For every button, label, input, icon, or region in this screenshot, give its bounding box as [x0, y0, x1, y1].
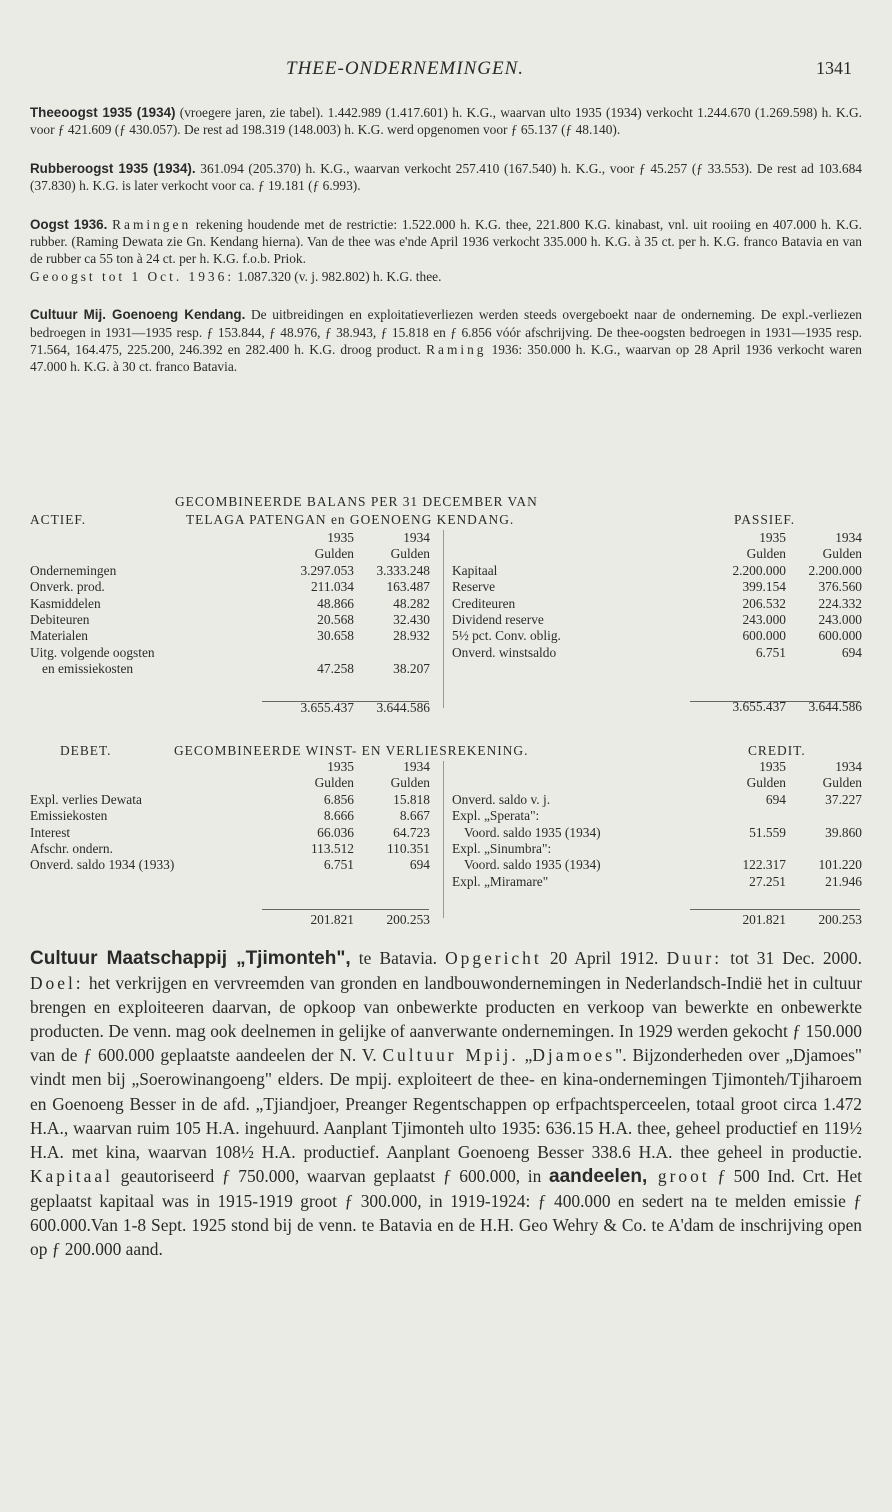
paragraph-head: Oogst 1936. — [30, 216, 108, 232]
value-1934: 2.200.000 — [808, 562, 862, 578]
small-text-block — [30, 104, 862, 376]
total-row — [450, 699, 864, 715]
value-1935 — [702, 808, 788, 824]
tjimonteh-article — [30, 946, 862, 1261]
balance-sheet — [0, 494, 892, 729]
table-row — [28, 841, 432, 857]
paragraph-theeoogst — [30, 104, 862, 139]
unit-header: Gulden — [390, 775, 430, 791]
value-1934: 163.487 — [386, 579, 430, 595]
value-1934 — [788, 808, 864, 824]
company-heading: Cultuur Maatschappij „Tjimonteh", — [30, 948, 351, 969]
year-header: 1934 — [403, 759, 430, 774]
spaced-word: Raming — [426, 342, 487, 358]
unit-header: Gulden — [314, 546, 354, 562]
value-1935: 600.000 — [742, 628, 786, 644]
value-1935: 48.866 — [317, 595, 354, 611]
spaced-word: Cultuur Mpij. — [382, 1045, 519, 1066]
table-row — [450, 825, 864, 841]
table-row — [28, 612, 432, 628]
value-1934: 64.723 — [393, 824, 430, 840]
year-header: 1934 — [835, 530, 862, 545]
row-label: Expl. „Sperata": — [452, 808, 540, 824]
row-label: Voord. saldo 1935 (1934) — [464, 824, 601, 840]
value-1935: 66.036 — [317, 824, 354, 840]
value-1935: 6.751 — [755, 644, 786, 660]
paragraph-rubberoogst — [30, 160, 862, 195]
bold-word: aandeelen, — [549, 1165, 648, 1187]
year-header: 1934 — [403, 530, 430, 545]
total-1934: 200.253 — [386, 911, 430, 927]
year-header: 1934 — [835, 759, 862, 774]
value-1935: 113.512 — [310, 841, 354, 857]
row-label: Expl. „Sinumbra": — [452, 841, 552, 857]
passief-label: PASSIEF. — [734, 512, 796, 527]
article-text: „ — [518, 1045, 533, 1066]
debet-label: DEBET. — [60, 743, 112, 758]
paragraph-head: Cultuur Mij. Goenoeng Kendang. — [30, 307, 246, 323]
debet-table — [28, 759, 432, 928]
page-number: 1341 — [816, 58, 852, 78]
paragraph-text: (vroegere jaren, zie tabel). 1.442.989 (1.417.601) h. K.G., waarvan ulto 1935 (1934) verkocht 1.244.670 (1.269.598) h. K.G. voor ƒ 421.609 (ƒ 430.057). De rest ad 198.319 (148.003) h. K.G. werd opgenomen voor ƒ 65.137 (ƒ 48.140). — [30, 105, 862, 138]
value-1934 — [356, 645, 432, 661]
total-1935: 201.821 — [310, 911, 354, 927]
value-1934: 15.818 — [393, 791, 430, 807]
value-1935: 8.666 — [323, 808, 354, 824]
row-label: Onverd. saldo v. j. — [452, 791, 551, 807]
article-body — [30, 946, 862, 1261]
value-1935: 51.559 — [749, 824, 786, 840]
unit-header: Gulden — [390, 546, 430, 562]
value-1934: 110.351 — [386, 841, 430, 857]
article-text: ". Bijzonderheden over „Djamoes" vindt men bij „Soerowinangoeng" elders. De mpij. exploiteert de thee- en kina-ondernemingen Tjimonteh/Tjiharoem en Goenoeng Besser in de afd. „Tjiandjoer, Preanger Regentschappen op erfpachtsperceelen, totaal groot circa 1.472 H.A., waarvan ruim 105 H.A. ingehuurd. Aanplant Tjimonteh ulto 1935: 636.15 H.A. thee, geheel productief en 119½ H.A. met kina, waarvan 108½ H.A. productief. Aanplant Goenoeng Besser 338.6 H.A. thee geheel in productie. — [30, 1045, 862, 1162]
value-1935: 122.317 — [742, 857, 786, 873]
total-row — [28, 912, 432, 928]
row-label: Crediteuren — [452, 595, 516, 611]
unit-header: Gulden — [314, 775, 354, 791]
unit-header: Gulden — [746, 546, 786, 562]
value-1935: 206.532 — [742, 595, 786, 611]
value-1935 — [702, 841, 788, 857]
value-1935: 694 — [765, 791, 786, 807]
value-1935: 243.000 — [742, 612, 786, 628]
value-1935: 2.200.000 — [732, 562, 786, 578]
value-1934: 694 — [409, 857, 430, 873]
value-1934: 224.332 — [818, 595, 862, 611]
paragraph-goenoeng-kendang — [30, 306, 862, 376]
spaced-word: Geoogst tot 1 Oct. 1936: — [30, 268, 235, 284]
pl-title: GECOMBINEERDE WINST- EN VERLIESREKENING. — [174, 743, 529, 758]
value-1934: 694 — [841, 644, 862, 660]
year-header: 1935 — [759, 530, 786, 545]
row-label: Debiteuren — [30, 612, 90, 628]
row-label: Onverk. prod. — [30, 579, 105, 595]
row-label: en emissiekosten — [42, 661, 134, 677]
value-1935: 20.568 — [317, 612, 354, 628]
row-label: Kasmiddelen — [30, 595, 101, 611]
article-text: tot 31 Dec. 2000. — [722, 948, 862, 968]
row-label: Ondernemingen — [30, 562, 117, 578]
total-row — [450, 912, 864, 928]
table-row — [450, 563, 864, 579]
year-header: 1935 — [759, 759, 786, 774]
balance-title-2: TELAGA PATENGAN en GOENOENG KENDANG. — [186, 512, 515, 527]
spaced-word: Opgericht — [445, 948, 542, 968]
value-1934: 38.207 — [393, 661, 430, 677]
table-row — [450, 628, 864, 644]
passief-table — [450, 530, 864, 716]
page-header — [0, 58, 892, 88]
spaced-word: Duur: — [666, 948, 723, 968]
total-1934: 200.253 — [818, 912, 862, 928]
year-header: 1935 — [327, 530, 354, 545]
row-label: Expl. verlies Dewata — [30, 791, 142, 807]
actief-label: ACTIEF. — [30, 512, 87, 527]
value-1934 — [788, 841, 864, 857]
total-row — [28, 700, 432, 716]
row-label: Reserve — [452, 579, 496, 595]
row-label: Uitg. volgende oogsten — [30, 644, 155, 660]
table-row — [450, 645, 864, 661]
article-text: te Batavia. — [350, 948, 446, 968]
row-label: Kapitaal — [452, 562, 498, 578]
value-1935: 211.034 — [310, 579, 354, 595]
paragraph-text: De uitbreidingen en exploitatieverliezen werden steeds overgeboekt naar de onderneming. De expl.-verliezen bedroegen in 1931—1935 resp. ƒ 153.844, ƒ 48.976, ƒ 38.943, ƒ 15.818 en ƒ 6.856 vóór afschrijving. De thee-oogsten bedroegen in 1931—1935 resp. 71.564, 164.475, 225.200, 246.392 en 282.400 h. K.G. droog product. — [30, 307, 862, 358]
credit-label: CREDIT. — [748, 743, 806, 758]
total-1935: 201.821 — [742, 912, 786, 928]
table-row — [28, 596, 432, 612]
table-row — [450, 596, 864, 612]
table-row — [28, 857, 432, 873]
value-1935: 399.154 — [742, 579, 786, 595]
value-1934: 32.430 — [393, 612, 430, 628]
table-row — [450, 808, 864, 824]
total-1934: 3.644.586 — [376, 699, 430, 715]
paragraph-text: 1.087.320 (v. j. 982.802) h. K.G. thee. — [234, 268, 442, 284]
profit-loss-account — [0, 743, 892, 943]
total-1935: 3.655.437 — [732, 699, 786, 715]
paragraph-head: Rubberoogst 1935 (1934). — [30, 160, 196, 176]
spaced-word: Kapitaal — [30, 1165, 113, 1186]
table-row — [28, 563, 432, 579]
paragraph-text: 1936: 350.000 h. K.G., waarvan op 28 April 1936 verkocht waren 47.000 h. K.G. à 30 ct. franco Batavia. — [30, 342, 862, 375]
table-row — [28, 808, 432, 824]
spaced-word: Doel: — [30, 973, 84, 994]
value-1934: 39.860 — [825, 824, 862, 840]
value-1934: 21.946 — [825, 873, 862, 889]
table-row — [28, 825, 432, 841]
value-1934: 243.000 — [818, 612, 862, 628]
value-1934: 101.220 — [818, 857, 862, 873]
year-header: 1935 — [327, 759, 354, 774]
table-row — [450, 874, 864, 890]
unit-header: Gulden — [746, 775, 786, 791]
value-1934: 37.227 — [825, 791, 862, 807]
value-1934: 28.932 — [393, 628, 430, 644]
paragraph-oogst-1936 — [30, 216, 862, 286]
spaced-word: groot — [647, 1165, 710, 1186]
table-row — [450, 792, 864, 808]
value-1935: 6.751 — [323, 857, 354, 873]
table-row — [450, 579, 864, 595]
balance-title-1: GECOMBINEERDE BALANS PER 31 DECEMBER VAN — [175, 494, 538, 509]
value-1934: 3.333.248 — [376, 562, 430, 578]
article-text: het verkrijgen en vervreemden van gronden en landbouwondernemingen in Nederlandsch-Indië het in cultuur brengen en exploiteeren daarvan, de opkoop van onbewerkte producten en verkoop van bewerkte en onbewerkte producten. De venn. mag ook deelnemen in gelijke of aanverwante ondernemingen. In 1929 werden gekocht ƒ 150.000 van de ƒ 600.000 geplaatste aandeelen der N. V. — [30, 973, 862, 1066]
spaced-word: Djamoes — [532, 1045, 616, 1066]
table-row — [28, 645, 432, 661]
table-row — [28, 792, 432, 808]
row-label: Onverd. saldo 1934 (1933) — [30, 857, 175, 873]
row-label: Interest — [30, 824, 71, 840]
row-label: Afschr. ondern. — [30, 841, 113, 857]
credit-table — [450, 759, 864, 929]
article-text: 20 April 1912. — [541, 948, 667, 968]
table-row — [28, 628, 432, 644]
unit-header: Gulden — [822, 775, 862, 791]
column-divider — [443, 761, 444, 918]
table-row — [450, 841, 864, 857]
row-label: Onverd. winstsaldo — [452, 644, 557, 660]
row-label: Emissiekosten — [30, 808, 108, 824]
row-label: Voord. saldo 1935 (1934) — [464, 857, 601, 873]
column-divider — [443, 530, 444, 708]
value-1935: 6.856 — [323, 791, 354, 807]
article-text: geautoriseerd ƒ 750.000, waarvan geplaatst ƒ 600.000, in — [112, 1165, 550, 1186]
paragraph-text: 361.094 (205.370) h. K.G., waarvan verkocht 257.410 (167.540) h. K.G., voor ƒ 45.257 (ƒ 33.553). De rest ad 103.684 (37.830) h. K.G. is later verkocht voor ca. ƒ 19.181 (ƒ 6.993). — [30, 160, 862, 194]
total-1934: 3.644.586 — [808, 699, 862, 715]
value-1935 — [280, 645, 356, 661]
unit-header: Gulden — [822, 546, 862, 562]
row-label: Materialen — [30, 628, 88, 644]
row-label: 5½ pct. Conv. oblig. — [452, 628, 561, 644]
article-text: ƒ 500 Ind. Crt. Het geplaatst kapitaal was in 1915-1919 groot ƒ 300.000, in 1919-1924: ƒ 400.000 en sedert na te melden emissie ƒ 600.000.Van 1-8 Sept. 1925 stond bij de venn. te Batavia en de H.H. Geo Wehry & Co. te A'dam de inschrijving open op ƒ 200.000 aand. — [30, 1165, 862, 1260]
spaced-word: Ramingen — [112, 216, 192, 232]
table-row — [28, 579, 432, 595]
paragraph-head: Theeoogst 1935 (1934) — [30, 105, 176, 120]
value-1935: 27.251 — [749, 873, 786, 889]
row-label: Expl. „Miramare" — [452, 873, 549, 889]
value-1935: 3.297.053 — [300, 562, 354, 578]
row-label: Dividend reserve — [452, 612, 544, 628]
total-1935: 3.655.437 — [300, 699, 354, 715]
running-title: THEE-ONDERNEMINGEN. — [286, 58, 525, 79]
actief-table — [28, 530, 432, 716]
value-1934: 600.000 — [818, 628, 862, 644]
value-1934: 8.667 — [399, 808, 430, 824]
table-row — [28, 661, 432, 677]
value-1934: 48.282 — [393, 595, 430, 611]
table-row — [450, 857, 864, 873]
value-1935: 47.258 — [317, 661, 354, 677]
paragraph-text: rekening houdende met de restrictie: 1.522.000 h. K.G. thee, 221.800 K.G. kinabast, vnl. uit rooiing en 407.000 h. K.G. rubber. (Raming Dewata zie Gn. Kendang hierna). Van de thee was e'nde April 1936 verkocht 335.000 h. K.G. à 35 ct. per h. K.G. franco Batavia en van de rubber ca 55 ton à 24 ct. per h. K.G. f.o.b. Priok. — [30, 216, 862, 267]
table-row — [450, 612, 864, 628]
value-1935: 30.658 — [317, 628, 354, 644]
value-1934: 376.560 — [818, 579, 862, 595]
